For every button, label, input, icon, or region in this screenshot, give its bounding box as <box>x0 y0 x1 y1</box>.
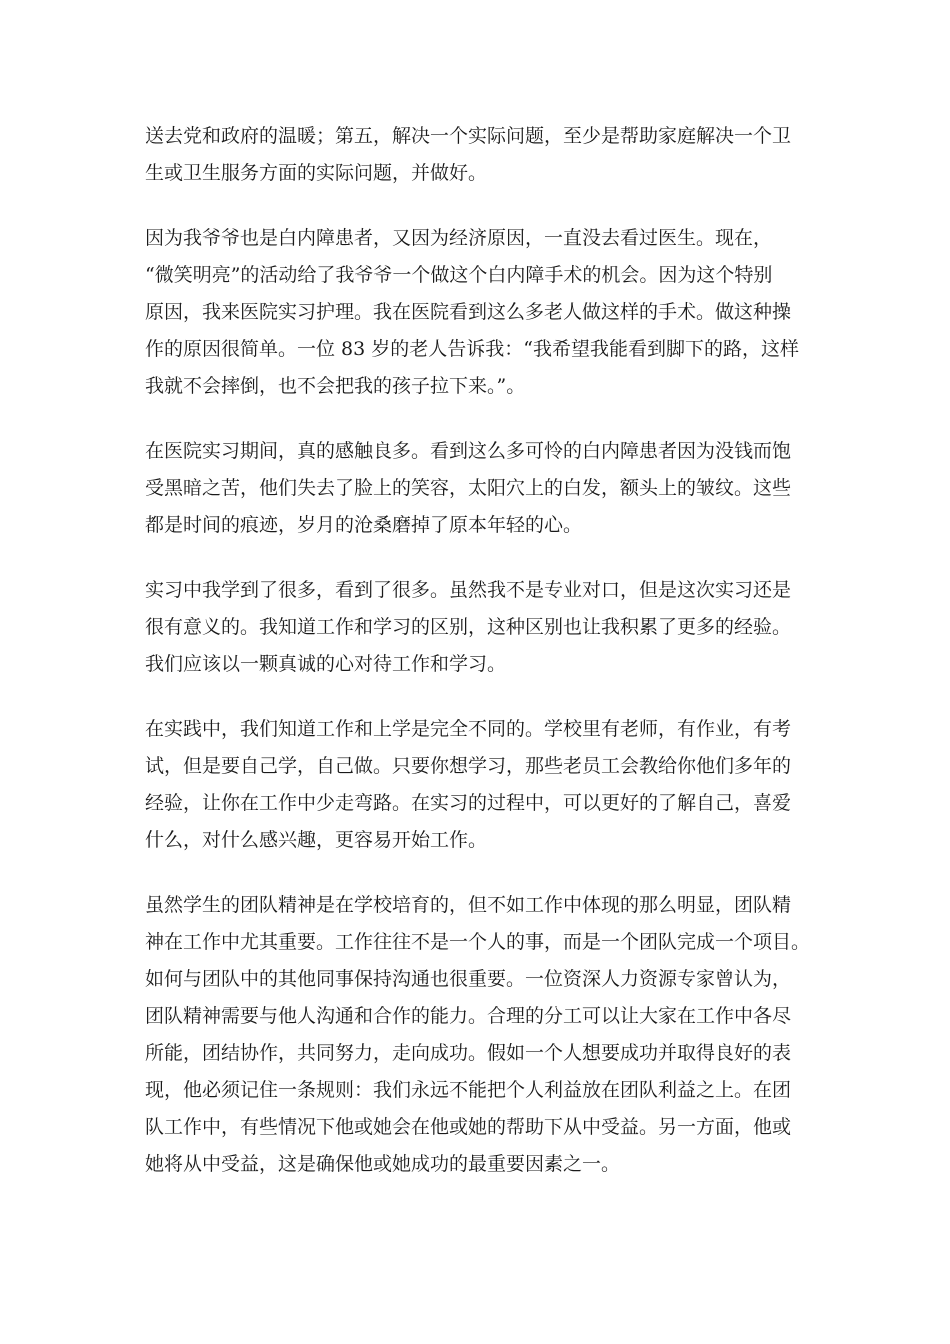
text-line: 如何与团队中的其他同事保持沟通也很重要。一位资深人力资源专家曾认为， <box>145 968 792 990</box>
text-line: 实习中我学到了很多，看到了很多。虽然我不是专业对口，但是这次实习还是 <box>145 579 792 601</box>
text-line: 很有意义的。我知道工作和学习的区别，这种区别也让我积累了更多的经验。 <box>145 616 792 638</box>
text-line: 在实践中，我们知道工作和上学是完全不同的。学校里有老师，有作业，有考 <box>145 718 792 740</box>
text-line: 什么，对什么感兴趣，更容易开始工作。 <box>145 829 488 851</box>
paragraph-3 <box>145 433 810 544</box>
paragraph-6 <box>145 887 810 1183</box>
text-line: 神在工作中尤其重要。工作往往不是一个人的事，而是一个团队完成一个项目。 <box>145 931 811 953</box>
document-body <box>145 118 810 1211</box>
text-line: 虽然学生的团队精神是在学校培育的，但不如工作中体现的那么明显，团队精 <box>145 894 792 916</box>
text-line: 我就不会摔倒，也不会把我的孩子拉下来。”。 <box>145 375 526 397</box>
text-line: 都是时间的痕迹，岁月的沧桑磨掉了原本年轻的心。 <box>145 514 583 536</box>
text-line: 原因，我来医院实习护理。我在医院看到这么多老人做这样的手术。做这种操 <box>145 301 792 323</box>
text-line: 试，但是要自己学，自己做。只要你想学习，那些老员工会教给你他们多年的 <box>145 755 792 777</box>
text-line: 所能，团结协作，共同努力，走向成功。假如一个人想要成功并取得良好的表 <box>145 1042 792 1064</box>
text-line: 我们应该以一颗真诚的心对待工作和学习。 <box>145 653 507 675</box>
text-line: 因为我爷爷也是白内障患者，又因为经济原因，一直没去看过医生。现在， <box>145 227 773 249</box>
text-line: 生或卫生服务方面的实际问题，并做好。 <box>145 162 488 184</box>
text-line: 在医院实习期间，真的感触良多。看到这么多可怜的白内障患者因为没钱而饱 <box>145 440 792 462</box>
paragraph-1 <box>145 118 810 192</box>
text-line: 送去党和政府的温暖；第五，解决一个实际问题，至少是帮助家庭解决一个卫 <box>145 125 792 147</box>
text-line: 她将从中受益，这是确保他或她成功的最重要因素之一。 <box>145 1153 621 1175</box>
text-line: 团队精神需要与他人沟通和合作的能力。合理的分工可以让大家在工作中各尽 <box>145 1005 792 1027</box>
text-line: 受黑暗之苦，他们失去了脸上的笑容，太阳穴上的白发，额头上的皱纹。这些 <box>145 477 792 499</box>
text-line: 现，他必须记住一条规则：我们永远不能把个人利益放在团队利益之上。在团 <box>145 1079 792 1101</box>
text-line: “微笑明亮”的活动给了我爷爷一个做这个白内障手术的机会。因为这个特别 <box>145 264 773 286</box>
paragraph-5 <box>145 711 810 859</box>
text-line: 队工作中，有些情况下他或她会在他或她的帮助下从中受益。另一方面，他或 <box>145 1116 792 1138</box>
text-line: 作的原因很简单。一位 83 岁的老人告诉我：“我希望我能看到脚下的路，这样 <box>145 338 799 360</box>
paragraph-4 <box>145 572 810 683</box>
text-line: 经验，让你在工作中少走弯路。在实习的过程中，可以更好的了解自己，喜爱 <box>145 792 792 814</box>
paragraph-2 <box>145 220 810 405</box>
